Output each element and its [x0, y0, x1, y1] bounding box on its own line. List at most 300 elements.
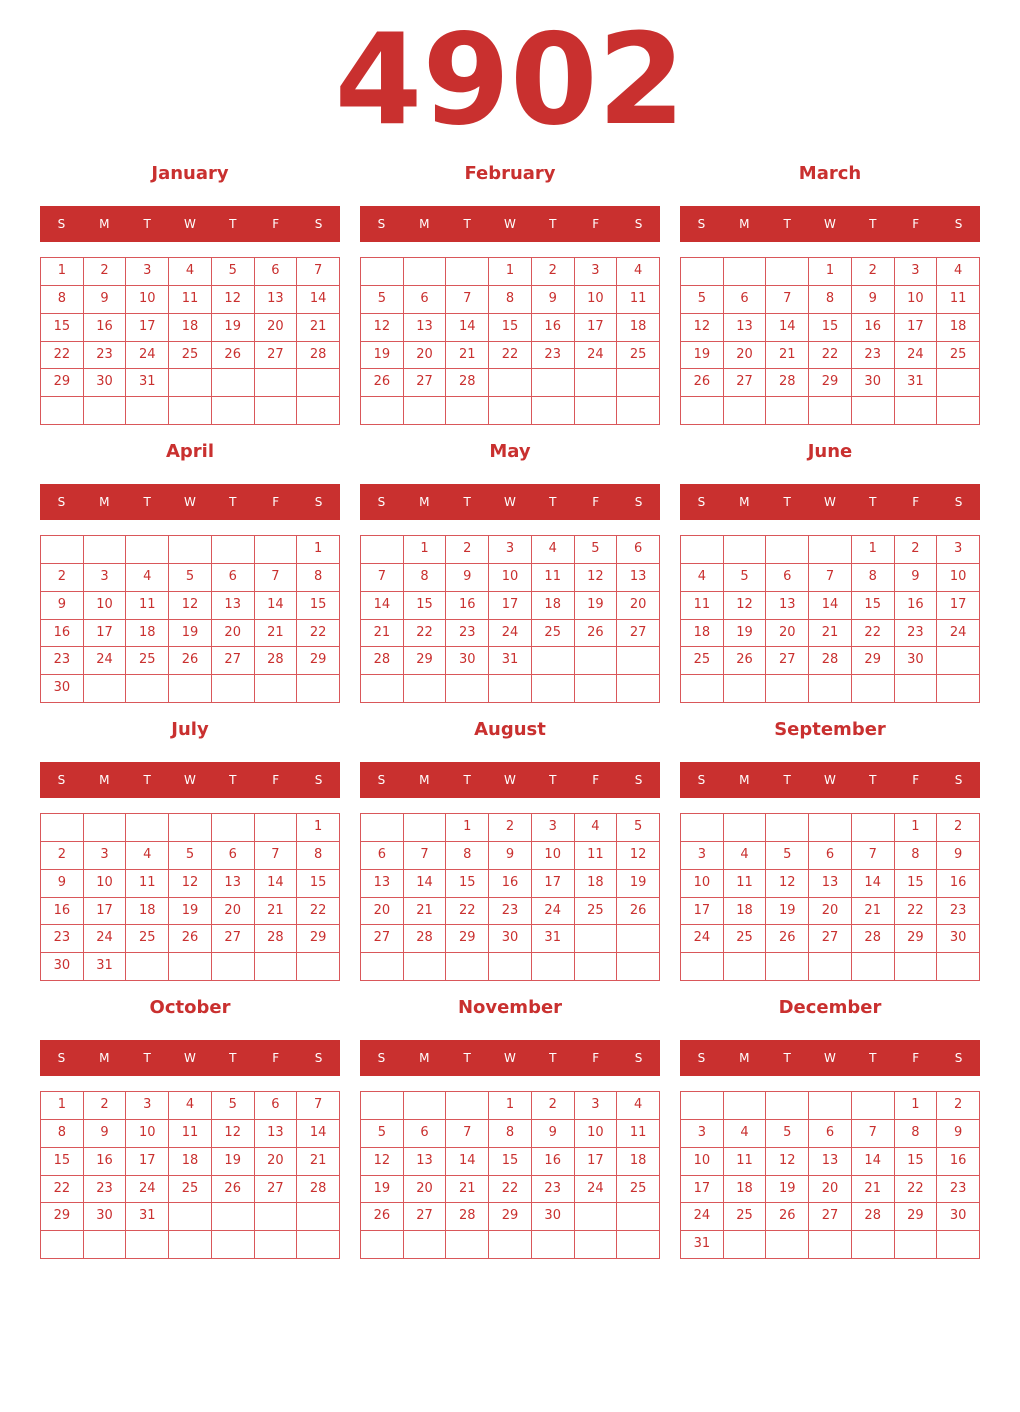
weekday-header — [40, 1040, 340, 1076]
weekday-header — [360, 484, 660, 520]
day-cell: 16 — [937, 1148, 980, 1176]
day-cell: 10 — [681, 1148, 724, 1176]
empty-cell — [809, 397, 852, 425]
weekday-label: W — [184, 495, 196, 509]
day-cell: 14 — [297, 286, 340, 314]
weekday-label: W — [504, 495, 516, 509]
day-cell: 11 — [575, 842, 618, 870]
day-cell: 6 — [724, 286, 767, 314]
day-cell: 9 — [937, 1120, 980, 1148]
day-cell: 28 — [809, 647, 852, 675]
empty-cell — [297, 1203, 340, 1231]
day-cell: 30 — [937, 1203, 980, 1231]
day-cell: 20 — [617, 592, 660, 620]
day-cell: 25 — [617, 342, 660, 370]
day-grid — [40, 257, 340, 425]
empty-cell — [809, 1092, 852, 1120]
day-cell: 18 — [681, 620, 724, 648]
day-cell: 3 — [489, 536, 532, 564]
day-cell: 14 — [766, 314, 809, 342]
day-cell: 8 — [41, 286, 84, 314]
day-cell: 20 — [809, 1176, 852, 1204]
weekday-label: S — [954, 495, 963, 509]
day-cell: 19 — [681, 342, 724, 370]
weekday-label: S — [697, 217, 706, 231]
empty-cell — [766, 536, 809, 564]
empty-cell — [937, 369, 980, 397]
day-cell: 30 — [532, 1203, 575, 1231]
day-cell: 4 — [724, 1120, 767, 1148]
empty-cell — [126, 397, 169, 425]
empty-cell — [255, 953, 298, 981]
day-cell: 5 — [766, 842, 809, 870]
empty-cell — [532, 675, 575, 703]
day-cell: 18 — [617, 314, 660, 342]
empty-cell — [404, 1092, 447, 1120]
day-grid — [680, 257, 980, 425]
day-cell: 25 — [169, 342, 212, 370]
day-cell: 30 — [937, 925, 980, 953]
empty-cell — [937, 675, 980, 703]
weekday-label: F — [592, 1051, 600, 1065]
day-cell: 9 — [895, 564, 938, 592]
weekday-label: M — [739, 495, 750, 509]
empty-cell — [937, 397, 980, 425]
weekday-label: S — [314, 773, 323, 787]
day-cell: 13 — [361, 870, 404, 898]
weekday-label: S — [377, 217, 386, 231]
day-cell: 12 — [212, 286, 255, 314]
day-cell: 15 — [489, 1148, 532, 1176]
weekday-label: T — [549, 1051, 557, 1065]
day-cell: 16 — [41, 898, 84, 926]
day-cell: 16 — [446, 592, 489, 620]
day-cell: 11 — [126, 592, 169, 620]
day-cell: 25 — [169, 1176, 212, 1204]
day-cell: 4 — [937, 258, 980, 286]
day-cell: 6 — [255, 258, 298, 286]
day-cell: 27 — [809, 1203, 852, 1231]
empty-cell — [766, 258, 809, 286]
day-cell: 12 — [766, 870, 809, 898]
day-cell: 12 — [169, 592, 212, 620]
day-cell: 3 — [681, 1120, 724, 1148]
empty-cell — [84, 536, 127, 564]
empty-cell — [126, 814, 169, 842]
day-cell: 20 — [255, 1148, 298, 1176]
day-cell: 17 — [126, 1148, 169, 1176]
weekday-label: W — [824, 773, 836, 787]
day-cell: 27 — [404, 1203, 447, 1231]
weekday-label: F — [272, 217, 280, 231]
day-cell: 5 — [361, 286, 404, 314]
day-cell: 4 — [617, 1092, 660, 1120]
day-cell: 10 — [84, 592, 127, 620]
empty-cell — [681, 675, 724, 703]
empty-cell — [169, 369, 212, 397]
day-cell: 16 — [937, 870, 980, 898]
day-cell: 10 — [575, 1120, 618, 1148]
weekday-header — [680, 1040, 980, 1076]
day-cell: 16 — [895, 592, 938, 620]
day-cell: 16 — [532, 1148, 575, 1176]
day-cell: 12 — [575, 564, 618, 592]
day-cell: 3 — [84, 564, 127, 592]
day-cell: 23 — [895, 620, 938, 648]
day-cell: 5 — [617, 814, 660, 842]
day-cell: 20 — [212, 620, 255, 648]
day-cell: 24 — [126, 342, 169, 370]
day-cell: 15 — [489, 314, 532, 342]
day-cell: 9 — [84, 286, 127, 314]
empty-cell — [532, 647, 575, 675]
day-cell: 31 — [681, 1231, 724, 1259]
day-cell: 20 — [404, 342, 447, 370]
day-cell: 31 — [895, 369, 938, 397]
day-cell: 16 — [532, 314, 575, 342]
weekday-label: T — [229, 773, 237, 787]
weekday-label: M — [99, 1051, 110, 1065]
empty-cell — [361, 675, 404, 703]
day-cell: 9 — [532, 286, 575, 314]
day-cell: 16 — [84, 1148, 127, 1176]
day-cell: 6 — [404, 1120, 447, 1148]
day-cell: 5 — [575, 536, 618, 564]
weekday-label: T — [229, 1051, 237, 1065]
empty-cell — [575, 1231, 618, 1259]
day-cell: 31 — [126, 1203, 169, 1231]
month-name: August — [474, 719, 546, 740]
empty-cell — [532, 1231, 575, 1259]
day-cell: 11 — [169, 1120, 212, 1148]
day-cell: 5 — [169, 842, 212, 870]
weekday-label: T — [143, 217, 151, 231]
empty-cell — [895, 397, 938, 425]
day-cell: 10 — [126, 1120, 169, 1148]
empty-cell — [724, 814, 767, 842]
day-cell: 14 — [404, 870, 447, 898]
day-cell: 15 — [446, 870, 489, 898]
day-cell: 30 — [41, 953, 84, 981]
weekday-label: S — [314, 217, 323, 231]
day-cell: 31 — [126, 369, 169, 397]
day-cell: 3 — [681, 842, 724, 870]
empty-cell — [681, 1092, 724, 1120]
day-cell: 5 — [212, 258, 255, 286]
day-cell: 14 — [446, 1148, 489, 1176]
empty-cell — [766, 1092, 809, 1120]
empty-cell — [361, 953, 404, 981]
day-grid — [40, 1091, 340, 1259]
day-cell: 2 — [41, 564, 84, 592]
day-cell: 4 — [724, 842, 767, 870]
day-cell: 13 — [404, 1148, 447, 1176]
day-grid — [680, 813, 980, 981]
day-grid — [680, 535, 980, 703]
empty-cell — [84, 675, 127, 703]
day-cell: 21 — [361, 620, 404, 648]
day-cell: 4 — [575, 814, 618, 842]
day-cell: 1 — [41, 1092, 84, 1120]
day-cell: 23 — [852, 342, 895, 370]
day-cell: 24 — [126, 1176, 169, 1204]
day-cell: 2 — [41, 842, 84, 870]
weekday-label: T — [229, 217, 237, 231]
empty-cell — [361, 397, 404, 425]
weekday-label: M — [419, 495, 430, 509]
empty-cell — [852, 814, 895, 842]
month-name: April — [165, 441, 215, 462]
day-grid — [360, 813, 660, 981]
day-cell: 23 — [937, 898, 980, 926]
day-cell: 6 — [766, 564, 809, 592]
day-cell: 24 — [84, 925, 127, 953]
day-cell: 22 — [895, 898, 938, 926]
day-cell: 18 — [169, 1148, 212, 1176]
day-cell: 28 — [766, 369, 809, 397]
weekday-label: T — [143, 495, 151, 509]
weekday-label: T — [463, 217, 471, 231]
day-cell: 21 — [852, 1176, 895, 1204]
empty-cell — [617, 1231, 660, 1259]
day-cell: 14 — [809, 592, 852, 620]
empty-cell — [212, 536, 255, 564]
day-cell: 7 — [446, 1120, 489, 1148]
weekday-label: S — [954, 217, 963, 231]
weekday-label: W — [824, 1051, 836, 1065]
day-cell: 9 — [937, 842, 980, 870]
weekday-label: T — [783, 773, 791, 787]
day-cell: 5 — [361, 1120, 404, 1148]
day-cell: 6 — [361, 842, 404, 870]
weekday-label: W — [184, 217, 196, 231]
day-cell: 28 — [446, 1203, 489, 1231]
day-cell: 7 — [446, 286, 489, 314]
day-cell: 12 — [169, 870, 212, 898]
empty-cell — [297, 369, 340, 397]
day-cell: 9 — [852, 286, 895, 314]
empty-cell — [766, 397, 809, 425]
weekday-label: T — [869, 495, 877, 509]
day-cell: 10 — [575, 286, 618, 314]
day-cell: 3 — [575, 258, 618, 286]
day-cell: 22 — [404, 620, 447, 648]
day-cell: 21 — [404, 898, 447, 926]
day-cell: 16 — [41, 620, 84, 648]
day-cell: 21 — [255, 898, 298, 926]
day-cell: 11 — [681, 592, 724, 620]
day-grid — [680, 1091, 980, 1259]
weekday-label: F — [272, 495, 280, 509]
empty-cell — [575, 369, 618, 397]
weekday-label: F — [912, 773, 920, 787]
day-cell: 6 — [212, 842, 255, 870]
day-cell: 21 — [446, 1176, 489, 1204]
empty-cell — [446, 1092, 489, 1120]
weekday-header — [40, 206, 340, 242]
empty-cell — [84, 397, 127, 425]
day-cell: 16 — [852, 314, 895, 342]
empty-cell — [852, 397, 895, 425]
day-cell: 6 — [212, 564, 255, 592]
day-cell: 6 — [255, 1092, 298, 1120]
day-cell: 1 — [404, 536, 447, 564]
day-cell: 27 — [766, 647, 809, 675]
day-cell: 15 — [297, 592, 340, 620]
weekday-label: S — [314, 495, 323, 509]
empty-cell — [532, 369, 575, 397]
day-cell: 4 — [681, 564, 724, 592]
weekday-header — [40, 762, 340, 798]
day-cell: 10 — [84, 870, 127, 898]
day-cell: 5 — [681, 286, 724, 314]
day-cell: 29 — [809, 369, 852, 397]
weekday-header — [360, 1040, 660, 1076]
day-cell: 11 — [126, 870, 169, 898]
empty-cell — [169, 536, 212, 564]
month-name: February — [464, 163, 556, 184]
day-cell: 2 — [937, 814, 980, 842]
day-cell: 7 — [852, 1120, 895, 1148]
day-cell: 28 — [255, 925, 298, 953]
day-cell: 8 — [852, 564, 895, 592]
day-cell: 29 — [489, 1203, 532, 1231]
day-cell: 20 — [809, 898, 852, 926]
day-cell: 17 — [126, 314, 169, 342]
weekday-label: T — [463, 773, 471, 787]
day-cell: 15 — [41, 314, 84, 342]
day-cell: 4 — [532, 536, 575, 564]
day-cell: 4 — [617, 258, 660, 286]
day-cell: 17 — [575, 314, 618, 342]
day-cell: 9 — [446, 564, 489, 592]
empty-cell — [255, 397, 298, 425]
day-cell: 6 — [617, 536, 660, 564]
day-cell: 27 — [404, 369, 447, 397]
weekday-label: T — [143, 1051, 151, 1065]
month-name: May — [489, 441, 531, 462]
day-cell: 21 — [446, 342, 489, 370]
day-cell: 31 — [489, 647, 532, 675]
day-cell: 2 — [895, 536, 938, 564]
day-cell: 5 — [169, 564, 212, 592]
day-cell: 28 — [404, 925, 447, 953]
day-cell: 20 — [766, 620, 809, 648]
day-cell: 23 — [41, 647, 84, 675]
empty-cell — [809, 675, 852, 703]
day-cell: 12 — [681, 314, 724, 342]
day-cell: 24 — [489, 620, 532, 648]
empty-cell — [617, 369, 660, 397]
day-cell: 10 — [937, 564, 980, 592]
month-name: March — [798, 163, 862, 184]
weekday-label: S — [634, 773, 643, 787]
day-cell: 24 — [681, 1203, 724, 1231]
day-cell: 13 — [255, 1120, 298, 1148]
weekday-header — [680, 206, 980, 242]
weekday-label: S — [57, 217, 66, 231]
day-cell: 28 — [852, 1203, 895, 1231]
day-cell: 24 — [575, 1176, 618, 1204]
empty-cell — [617, 675, 660, 703]
day-cell: 1 — [41, 258, 84, 286]
day-cell: 29 — [852, 647, 895, 675]
day-cell: 19 — [617, 870, 660, 898]
day-cell: 1 — [852, 536, 895, 564]
day-cell: 25 — [724, 925, 767, 953]
day-cell: 17 — [84, 620, 127, 648]
empty-cell — [617, 953, 660, 981]
day-cell: 24 — [895, 342, 938, 370]
empty-cell — [169, 1203, 212, 1231]
day-cell: 23 — [532, 342, 575, 370]
day-cell: 11 — [532, 564, 575, 592]
day-cell: 11 — [724, 870, 767, 898]
day-cell: 15 — [297, 870, 340, 898]
empty-cell — [724, 1231, 767, 1259]
day-cell: 19 — [169, 898, 212, 926]
day-cell: 7 — [297, 258, 340, 286]
empty-cell — [575, 397, 618, 425]
empty-cell — [489, 369, 532, 397]
empty-cell — [169, 675, 212, 703]
day-cell: 14 — [852, 1148, 895, 1176]
empty-cell — [852, 1231, 895, 1259]
day-cell: 24 — [681, 925, 724, 953]
day-cell: 4 — [169, 258, 212, 286]
weekday-label: T — [549, 495, 557, 509]
day-cell: 9 — [84, 1120, 127, 1148]
weekday-label: S — [377, 773, 386, 787]
day-cell: 2 — [532, 1092, 575, 1120]
day-cell: 16 — [489, 870, 532, 898]
day-grid — [360, 535, 660, 703]
day-cell: 27 — [617, 620, 660, 648]
day-cell: 8 — [41, 1120, 84, 1148]
day-cell: 23 — [84, 1176, 127, 1204]
day-cell: 4 — [169, 1092, 212, 1120]
empty-cell — [617, 925, 660, 953]
day-cell: 11 — [169, 286, 212, 314]
weekday-label: S — [377, 1051, 386, 1065]
day-cell: 3 — [532, 814, 575, 842]
day-cell: 7 — [404, 842, 447, 870]
day-cell: 25 — [126, 647, 169, 675]
empty-cell — [575, 925, 618, 953]
day-cell: 10 — [895, 286, 938, 314]
day-cell: 23 — [446, 620, 489, 648]
weekday-label: T — [783, 495, 791, 509]
day-cell: 1 — [489, 1092, 532, 1120]
weekday-header — [680, 762, 980, 798]
day-cell: 28 — [446, 369, 489, 397]
empty-cell — [41, 1231, 84, 1259]
day-cell: 11 — [617, 286, 660, 314]
empty-cell — [255, 1231, 298, 1259]
empty-cell — [84, 814, 127, 842]
day-cell: 15 — [41, 1148, 84, 1176]
weekday-label: F — [912, 217, 920, 231]
weekday-label: S — [634, 495, 643, 509]
day-cell: 9 — [489, 842, 532, 870]
day-cell: 26 — [766, 925, 809, 953]
empty-cell — [937, 647, 980, 675]
month-name: November — [457, 997, 563, 1018]
empty-cell — [489, 953, 532, 981]
empty-cell — [169, 814, 212, 842]
day-grid — [360, 1091, 660, 1259]
weekday-label: M — [419, 773, 430, 787]
